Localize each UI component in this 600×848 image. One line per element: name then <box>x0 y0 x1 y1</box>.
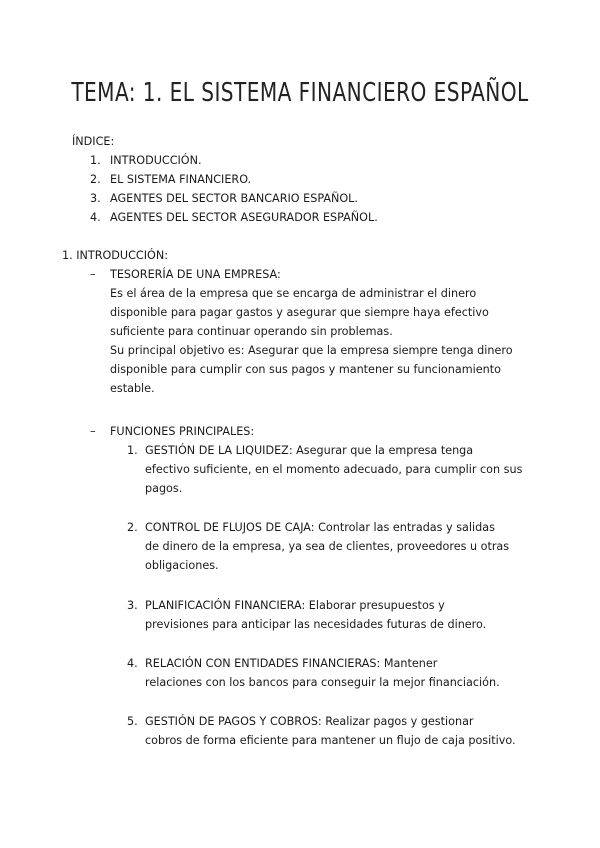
paragraph-line: relaciones con los bancos para conseguir la mejor financiación. <box>145 676 500 689</box>
paragraph-line: estable. <box>110 382 155 395</box>
paragraph-line: Es el área de la empresa que se encarga de administrar el dinero <box>110 287 477 300</box>
index-item-number: 3. <box>90 192 101 205</box>
paragraph-line: RELACIÓN CON ENTIDADES FINANCIERAS: Mantener <box>145 657 438 670</box>
index-item-sistema-financiero: EL SISTEMA FINANCIERO. <box>110 173 252 186</box>
section-heading: 1. INTRODUCCIÓN: <box>62 249 168 262</box>
funciones-heading: FUNCIONES PRINCIPALES: <box>110 425 255 438</box>
paragraph-line: suficiente para continuar operando sin problemas. <box>110 325 393 338</box>
tesoreria-paragraph <box>110 284 513 398</box>
paragraph-line: CONTROL DE FLUJOS DE CAJA: Controlar las entradas y salidas <box>145 521 495 534</box>
function-number: 3. <box>127 599 138 612</box>
paragraph-line: disponible para pagar gastos y asegurar que siempre haya efectivo <box>110 306 489 319</box>
dash-bullet: – <box>90 268 96 281</box>
paragraph-line: efectivo suficiente, en el momento adecuado, para cumplir con sus <box>145 463 523 476</box>
dash-bullet: – <box>90 425 96 438</box>
index-item-number: 4. <box>90 211 101 224</box>
function-item-pagos-cobros <box>145 712 516 750</box>
paragraph-line: GESTIÓN DE LA LIQUIDEZ: Asegurar que la empresa tenga <box>145 444 474 457</box>
index-item-sector-asegurador: AGENTES DEL SECTOR ASEGURADOR ESPAÑOL. <box>110 211 378 224</box>
paragraph-line: Su principal objetivo es: Asegurar que la empresa siempre tenga dinero <box>110 344 513 357</box>
index-item-number: 1. <box>90 154 101 167</box>
index-item-sector-bancario: AGENTES DEL SECTOR BANCARIO ESPAÑOL. <box>110 192 358 205</box>
function-number: 5. <box>127 715 138 728</box>
paragraph-line: pagos. <box>145 482 183 495</box>
function-item-flujos-caja <box>145 518 509 575</box>
function-item-liquidez <box>145 441 522 498</box>
function-item-planificacion <box>145 596 486 634</box>
index-item-introduccion: INTRODUCCIÓN. <box>110 154 202 167</box>
page-title: TEMA: 1. EL SISTEMA FINANCIERO ESPAÑOL <box>71 78 529 108</box>
index-item-number: 2. <box>90 173 101 186</box>
paragraph-line: previsiones para anticipar las necesidades futuras de dinero. <box>145 618 487 631</box>
function-item-entidades <box>145 654 500 692</box>
paragraph-line: obligaciones. <box>145 559 219 572</box>
index-heading: ÍNDICE: <box>72 135 115 148</box>
paragraph-line: GESTIÓN DE PAGOS Y COBROS: Realizar pagos y gestionar <box>145 715 474 728</box>
function-number: 1. <box>127 444 138 457</box>
paragraph-line: de dinero de la empresa, ya sea de clientes, proveedores u otras <box>145 540 510 553</box>
paragraph-line: cobros de forma eficiente para mantener un flujo de caja positivo. <box>145 734 516 747</box>
function-number: 2. <box>127 521 138 534</box>
tesoreria-heading: TESORERÍA DE UNA EMPRESA: <box>110 268 281 281</box>
function-number: 4. <box>127 657 138 670</box>
paragraph-line: PLANIFICACIÓN FINANCIERA: Elaborar presupuestos y <box>145 599 445 612</box>
paragraph-line: disponible para cumplir con sus pagos y mantener su funcionamiento <box>110 363 501 376</box>
